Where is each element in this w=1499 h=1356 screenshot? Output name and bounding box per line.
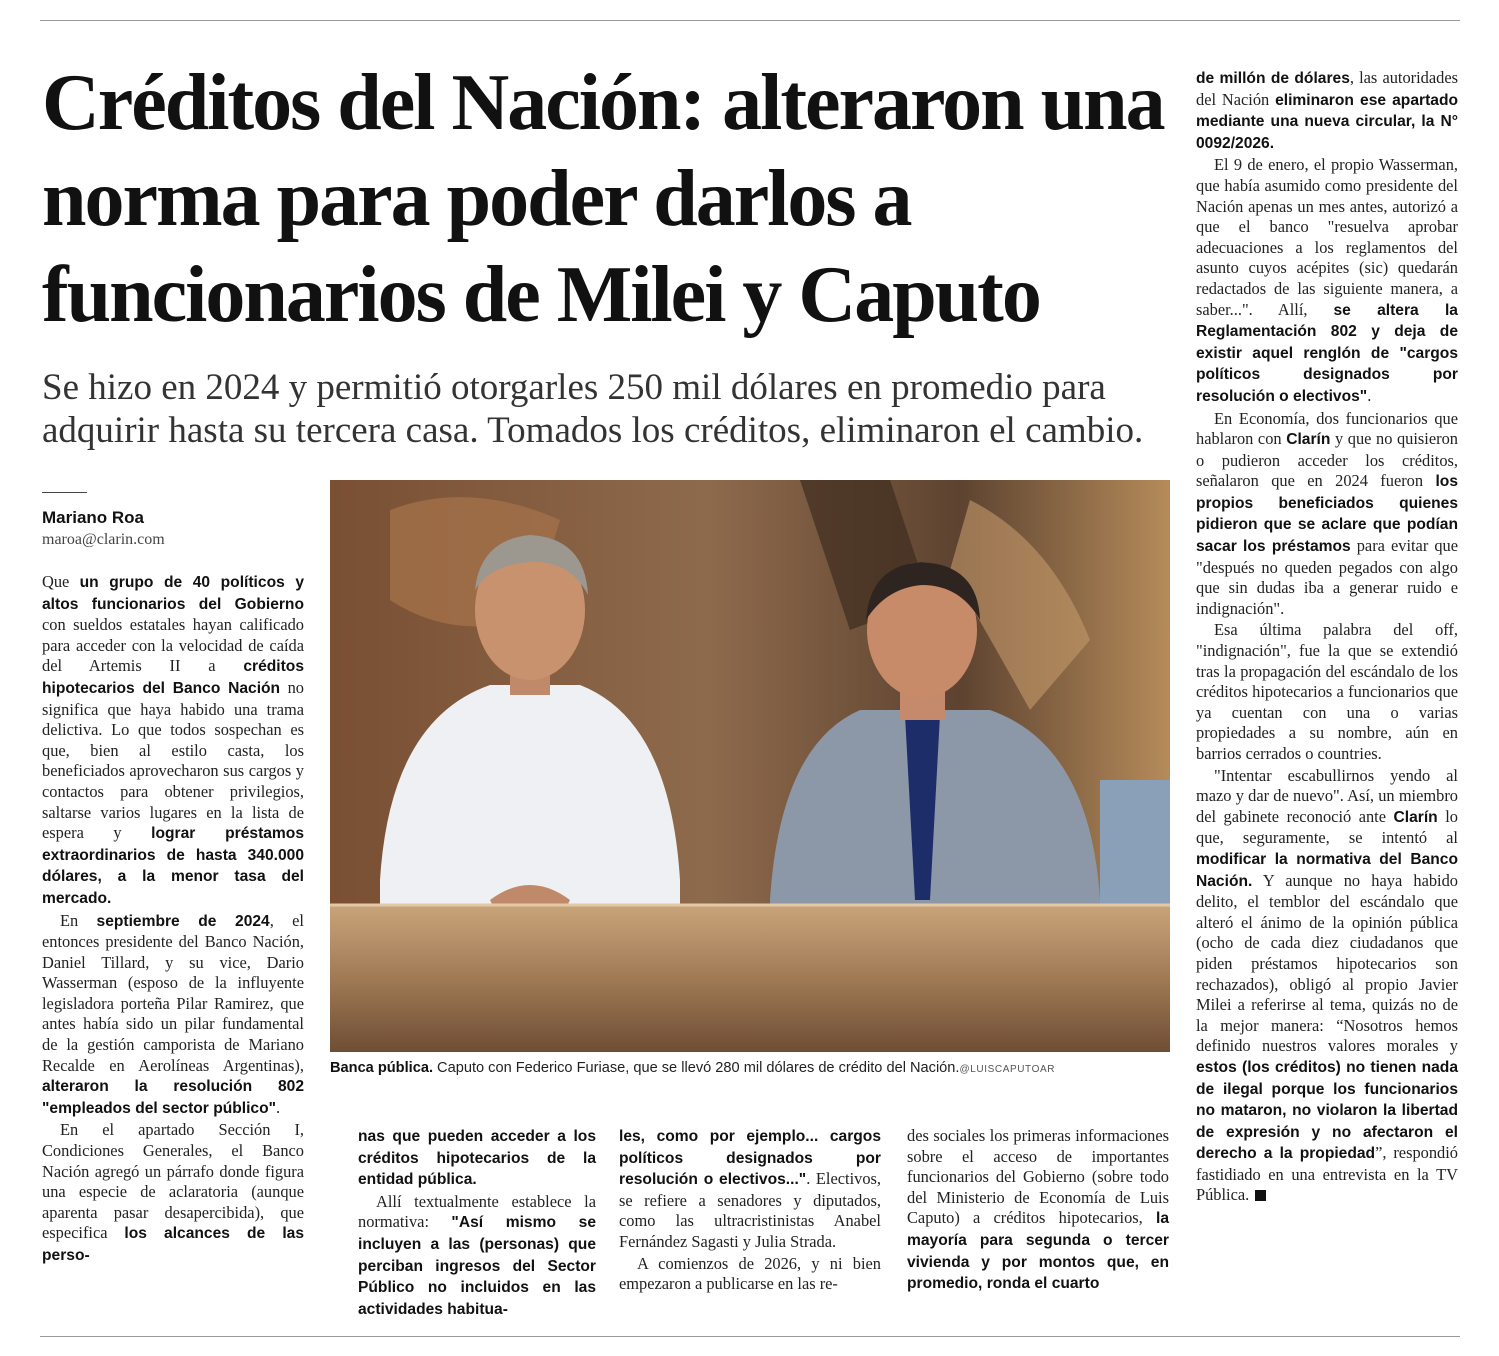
text-run: , las autoridades del Nación	[1196, 68, 1458, 109]
text-run: "Intentar escabullirnos yendo al mazo y dar de nuevo". Así, un miembro del gabinete reconoció ante	[1196, 765, 1458, 826]
bold-run: alteraron la resolución 802 "empleados del sector público"	[42, 1078, 304, 1117]
byline-rule	[42, 492, 87, 493]
text-run: .	[276, 1097, 281, 1117]
text-run: Y aunque no haya habido delito, el temblor del escándalo que alteró el ánimo de la opinión pública (ocho de cada diez ciudadanos que piden préstamos hipotecarios son rechazados), obligó al propio Javier Milei a referirse al tema, quizás no de la mejor manera: “Nosotros hemos definido nuestros valores morales y	[1196, 870, 1458, 1056]
caption-text: Caputo con Federico Furiase, que se llevó 280 mil dólares de crédito del Nación.	[433, 1060, 960, 1076]
bold-run: estos (los créditos) no tienen nada de ilegal porque los funcionarios no mataron, no violaron la libertad de expresión y no afectaron el derecho a la propiedad	[1196, 1058, 1458, 1163]
article-column-1	[42, 572, 304, 1268]
text-run: .	[1367, 385, 1372, 405]
paragraph	[42, 572, 304, 910]
text-run: En	[60, 910, 97, 930]
bold-run: eliminaron ese apartado mediante una nueva circular, la N° 0092/2026.	[1196, 91, 1458, 152]
subheadline: Se hizo en 2024 y permitió otorgarles 250 mil dólares en promedio para adquirir hasta su tercera casa. Tomados los créditos, eliminaron el cambio.	[42, 367, 1144, 451]
headline: Créditos del Nación: alteraron una norma para poder darlos a funcionarios de Milei y Caputo	[42, 59, 1164, 339]
bold-run: septiembre de 2024	[96, 912, 270, 930]
article-column-3	[619, 1126, 881, 1296]
text-run: con sueldos estatales hayan calificado para acceder con la velocidad de caída del Artemis II a	[42, 615, 304, 676]
photo-credit: @LUISCAPUTOAR	[959, 1064, 1056, 1075]
text-run: lo que, seguramente, se intentó al	[1196, 806, 1458, 848]
top-rule	[40, 20, 1460, 21]
paragraph	[619, 1126, 881, 1253]
text-run: , el entonces presidente del Banco Nación, Daniel Tillard, y su vice, Dario Wasserman (esposo de la influyente legisladora porteña Pilar Ramirez, que antes había sido un pilar fundamental de la gestión camporista de Mariano Recalde en Aerolíneas Argentinas),	[42, 910, 304, 1075]
author-name: Mariano Roa	[42, 508, 145, 527]
text-run: no significa que haya habido una trama delictiva. Lo que todos sospechan es que, bien al estilo casta, los beneficiados aprovecharon sus cargos y contactos para obtener privilegios, saltarse varios lugares en la lista de espera y	[42, 677, 304, 843]
article-column-4	[907, 1126, 1169, 1296]
bold-run: modificar la normativa del Banco Nación.	[1196, 850, 1458, 890]
text-run: para evitar que "después no queden pegados con algo que sin dudas iba a generar ruido e indignación".	[1196, 536, 1458, 618]
article-column-2	[358, 1126, 596, 1321]
author-email[interactable]: maroa@clarin.com	[42, 531, 165, 548]
text-run: En el apartado Sección I, Condiciones Generales, el Banco Nación agregó un párrafo donde figura una especie de aclaratoria (aunque aparenta pasar desapercibida), que especifica	[42, 1120, 304, 1243]
paragraph	[42, 911, 304, 1120]
bold-run: se altera la Reglamentación 802 y deja de existir aquel renglón de "cargos políticos designados por resolución o electivos"	[1196, 301, 1458, 405]
text-run: El 9 de enero, el propio Wasserman, que había asumido como presidente del Nación apenas un mes antes, autorizó a que el banco "resuelva aprobar adecuaciones a los reglamentos del asunto cuyos acépites (sic) quedarán redactados de las siguiente manera, a saber...". Allí,	[1196, 155, 1458, 319]
paragraph	[1196, 766, 1458, 1206]
bold-run: Clarín	[1393, 808, 1438, 826]
photo-caption	[330, 1060, 1170, 1076]
article-photo	[330, 480, 1170, 1052]
bold-run: la mayoría para segunda o tercer vivienda y por montos que, en promedio, ronda el cuarto	[907, 1210, 1169, 1293]
bold-run: un grupo de 40 políticos y altos funcionarios del Gobierno	[42, 574, 304, 613]
bold-run: lograr préstamos extraordinarios de hasta 340.000 dólares, a la menor tasa del mercado.	[42, 825, 304, 907]
paragraph	[619, 1254, 881, 1295]
bold-run: créditos hipotecarios del Banco Nación	[42, 658, 304, 697]
bold-run: de millón de dólares	[1196, 70, 1350, 87]
text-run: y que no quisieron o pudieron acceder los créditos, señalaron que en 2024 fueron	[1196, 429, 1458, 491]
text-run: . Electivos, se refiere a senadores y diputados, como las ultracristinistas Anabel Fernández Sagasti y Julia Strada.	[619, 1169, 881, 1251]
paragraph	[1196, 68, 1458, 154]
paragraph	[1196, 409, 1458, 620]
text-run: En Economía, dos funcionarios que hablaron con	[1196, 408, 1458, 449]
bottom-rule	[40, 1336, 1460, 1337]
article-column-5	[1196, 68, 1458, 1207]
text-run: ”, respondió fastidiado en una entrevista en la TV Pública.	[1196, 1143, 1458, 1205]
text-run: des sociales los primeras informaciones sobre el acceso de importantes funcionarios del Gobierno (sobre todo del Ministerio de Economía de Luis Caputo) a créditos hipotecarios,	[907, 1126, 1169, 1228]
paragraph	[42, 1120, 304, 1266]
caption-label: Banca pública.	[330, 1060, 433, 1076]
text-run: Allí textualmente establece la normativa:	[358, 1191, 596, 1232]
bold-run: los propios beneficiados quienes pidieron que se aclare que podían sacar los préstamos	[1196, 473, 1458, 556]
bold-run: nas que pueden acceder a los créditos hipotecarios de la entidad pública.	[358, 1128, 596, 1189]
photo-illustration	[330, 480, 1170, 1052]
paragraph	[1196, 155, 1458, 407]
paragraph	[358, 1192, 596, 1321]
bold-run: "Así mismo se incluyen a las (personas) que perciban ingresos del Sector Público no incluidos en las actividades habitua-	[358, 1214, 596, 1318]
bold-run: Clarín	[1286, 431, 1331, 449]
bold-run: los alcances de las perso-	[42, 1225, 304, 1264]
paragraph	[358, 1126, 596, 1191]
text-run: Que	[42, 572, 80, 591]
text-run: Esa última palabra del off, "indignación", fue la que se extendió tras la propagación del escándalo de los créditos hipotecarios a funcionarios que ya cuentan con una o varias propiedades a su nombre, aún en barrios cerrados o countries.	[1196, 620, 1458, 763]
paragraph	[907, 1126, 1169, 1295]
end-of-article-mark	[1255, 1190, 1266, 1201]
text-run: A comienzos de 2026, y ni bien empezaron a publicarse en las re-	[619, 1253, 881, 1294]
paragraph	[1196, 620, 1458, 764]
bold-run: les, como por ejemplo... cargos políticos designados por resolución o electivos..."	[619, 1128, 881, 1189]
